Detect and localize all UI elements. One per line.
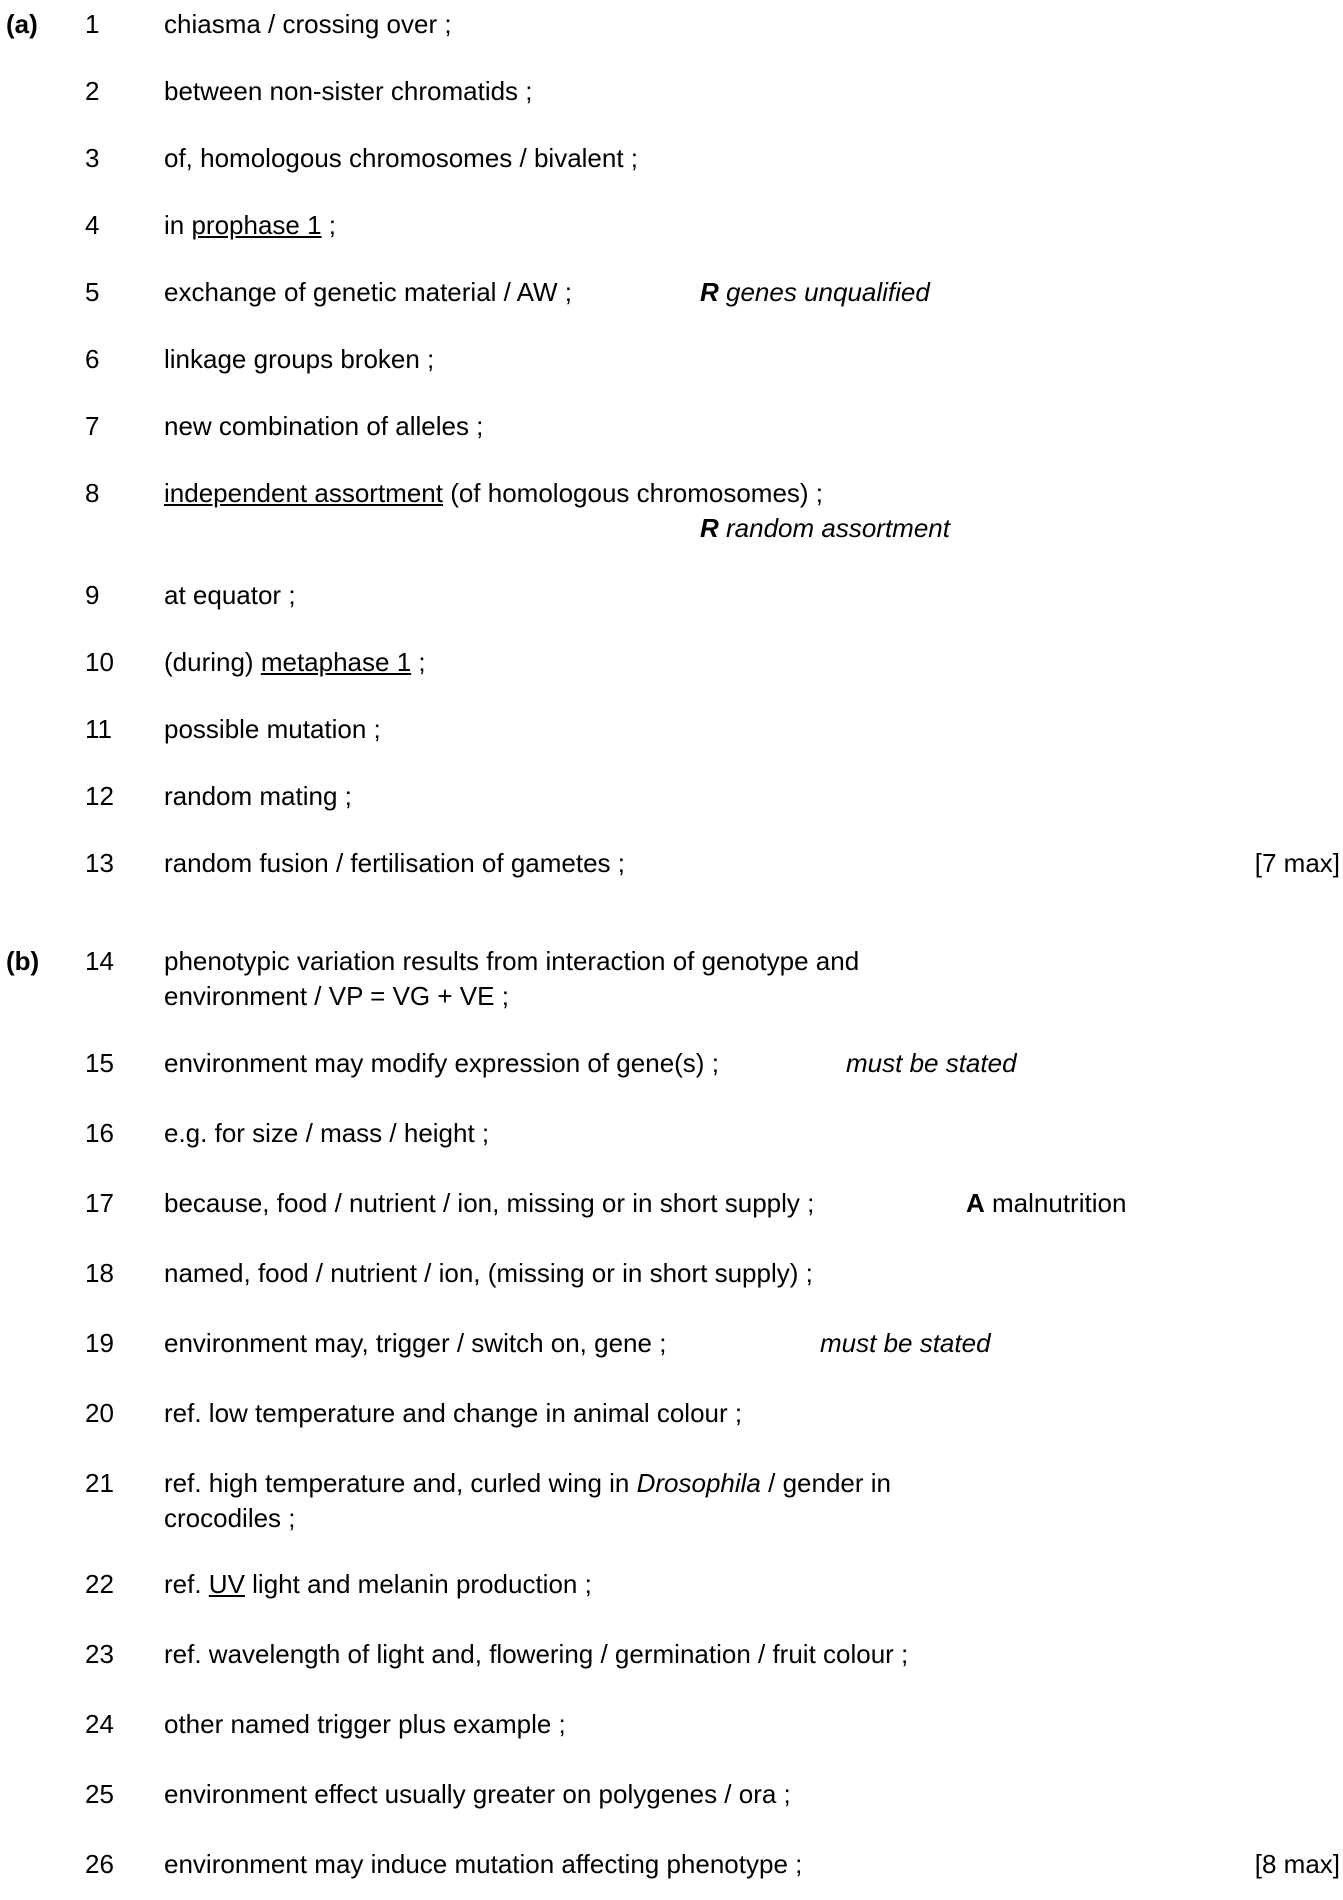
part-a-marks: [7 max] [1254,848,1340,878]
note-text: genes unqualified [718,277,930,307]
item-text: chiasma / crossing over ; [164,9,452,39]
item-number: 5 [85,277,100,307]
item-text: phenotypic variation results from interaction of genotype and [164,946,860,976]
item-text [164,1567,592,1602]
item-21 [0,1466,1343,1533]
item-text [164,476,823,511]
item-number: 18 [85,1258,114,1288]
item-text: at equator ; [164,580,296,610]
item-text: ref. low temperature and change in animal colour ; [164,1398,743,1428]
item-number: 14 [85,946,114,976]
note-accept-mark: A [966,1188,985,1218]
underlined-term: independent assortment [164,478,443,508]
item-17 [0,1186,1343,1221]
examiner-note [700,275,930,310]
item-text-continued: environment / VP = VG + VE ; [164,981,509,1011]
item-text-pre: ref. high temperature and, curled wing in [164,1468,637,1498]
item-8 [0,476,1343,543]
item-23 [0,1637,1343,1672]
item-text-post: ; [411,647,426,677]
item-18 [0,1256,1343,1291]
item-2 [0,74,1343,109]
item-text: environment may induce mutation affecting phenotype ; [164,1849,803,1879]
item-number: 13 [85,848,114,878]
item-11 [0,712,1343,747]
item-number: 10 [85,647,114,677]
item-16 [0,1116,1343,1151]
item-text: possible mutation ; [164,714,381,744]
item-text: of, homologous chromosomes / bivalent ; [164,143,639,173]
item-4 [0,208,1343,243]
item-text-post: ; [321,210,337,240]
item-number: 1 [85,9,100,39]
item-number: 2 [85,76,100,106]
item-22 [0,1567,1343,1602]
item-6 [0,342,1343,377]
item-number: 12 [85,781,114,811]
part-b-label: (b) [6,946,40,976]
item-26 [0,1847,1343,1882]
item-number: 20 [85,1398,114,1428]
item-text: e.g. for size / mass / height ; [164,1118,490,1148]
item-text [164,208,336,243]
item-text-pre: ref. [164,1569,209,1599]
item-number: 15 [85,1048,114,1078]
underlined-term: UV [208,1569,245,1599]
item-text: named, food / nutrient / ion, (missing or in short supply) ; [164,1258,813,1288]
item-text: new combination of alleles ; [164,411,484,441]
examiner-note [700,511,950,546]
item-text: exchange of genetic material / AW ; [164,277,573,307]
item-9 [0,578,1343,613]
item-number: 3 [85,143,100,173]
item-7 [0,409,1343,444]
item-1 [0,7,1343,42]
item-text: between non-sister chromatids ; [164,76,533,106]
note-text: malnutrition [984,1188,1127,1218]
item-5 [0,275,1343,310]
item-text: random fusion / fertilisation of gametes ; [164,848,626,878]
part-a-label: (a) [6,9,38,39]
item-text-post: light and melanin production ; [244,1569,592,1599]
examiner-note: must be stated [820,1328,991,1358]
item-15 [0,1046,1343,1081]
item-number: 23 [85,1639,114,1669]
species-name: Drosophila [636,1468,761,1498]
item-number: 24 [85,1709,114,1739]
note-reject-mark: R [700,513,719,543]
part-b-marks: [8 max] [1254,1849,1340,1879]
underlined-term: metaphase 1 [260,647,412,677]
item-number: 26 [85,1849,114,1879]
item-19 [0,1326,1343,1361]
item-text: other named trigger plus example ; [164,1709,566,1739]
underlined-term: prophase 1 [191,210,322,240]
item-number: 16 [85,1118,114,1148]
item-25 [0,1777,1343,1812]
item-14 [0,944,1343,1011]
item-number: 11 [85,714,112,744]
item-number: 4 [85,210,100,240]
item-text-post: (of homologous chromosomes) ; [442,478,824,508]
item-number: 6 [85,344,100,374]
item-text: environment effect usually greater on polygenes / ora ; [164,1779,791,1809]
item-text-pre: (during) [164,647,261,677]
item-number: 9 [85,580,100,610]
item-number: 25 [85,1779,114,1809]
item-number: 17 [85,1188,114,1218]
examiner-note: must be stated [846,1048,1017,1078]
item-3 [0,141,1343,176]
item-number: 19 [85,1328,114,1358]
item-text-pre: in [164,210,192,240]
item-text-post: / gender in [760,1468,891,1498]
item-number: 7 [85,411,100,441]
item-24 [0,1707,1343,1742]
item-number: 8 [85,478,100,508]
note-text: random assortment [718,513,950,543]
item-text: random mating ; [164,781,352,811]
item-20 [0,1396,1343,1431]
note-reject-mark: R [700,277,719,307]
item-text: environment may modify expression of gene(s) ; [164,1048,719,1078]
item-10 [0,645,1343,680]
examiner-note [966,1186,1126,1221]
item-text-continued: crocodiles ; [164,1503,296,1533]
item-text: because, food / nutrient / ion, missing or in short supply ; [164,1188,815,1218]
item-12 [0,779,1343,814]
item-text [164,1466,891,1501]
item-number: 22 [85,1569,114,1599]
item-text: environment may, trigger / switch on, gene ; [164,1328,667,1358]
item-text: ref. wavelength of light and, flowering / germination / fruit colour ; [164,1639,909,1669]
item-text [164,645,426,680]
item-13 [0,846,1343,881]
item-text: linkage groups broken ; [164,344,435,374]
item-number: 21 [85,1468,114,1498]
